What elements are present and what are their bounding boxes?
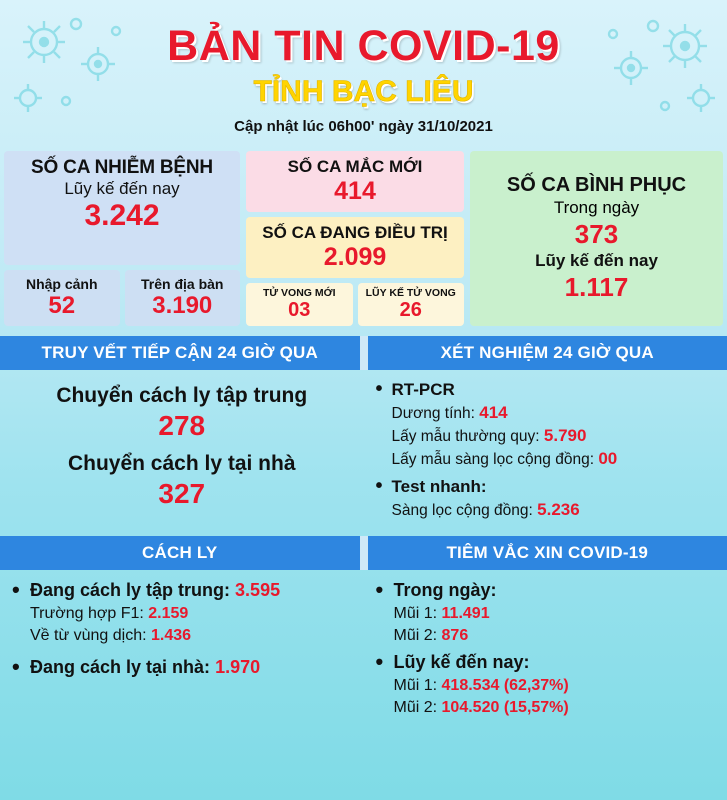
vaccine-total-item [376, 652, 716, 717]
infections-value: 3.242 [84, 199, 160, 232]
rtpcr-screening-line [376, 449, 716, 469]
new-deaths-label: TỬ VONG MỚI [262, 287, 336, 299]
vaccine-today-dose2-label: Mũi 2: [393, 627, 438, 644]
rtpcr-positive-label: Dương tính: [391, 405, 475, 422]
vaccine-total-dose1-line [376, 677, 716, 695]
recovered-column [470, 151, 723, 326]
vaccine-total-label: • Lũy kế đến nay: [376, 652, 716, 673]
section-quarantine-vaccine [0, 570, 727, 728]
vaccine-today-dose1-line [376, 605, 716, 623]
quicktest-line [376, 500, 716, 520]
local-cases-label: Trên địa bàn [141, 276, 224, 292]
province-subtitle: TỈNH BẠC LIÊU [253, 75, 474, 108]
treating-card [246, 217, 464, 278]
quarantine-home-label: Đang cách ly tại nhà: [30, 657, 211, 677]
vaccine-total-dose2-label: Mũi 2: [393, 699, 438, 716]
new-cases-column [246, 151, 464, 326]
new-cases-title: SỐ CA MẮC MỚI [287, 157, 423, 176]
quarantine-centralized-main [12, 580, 352, 601]
vaccine-today-dose2-value: 876 [441, 627, 469, 644]
quarantine-home-value: 1.970 [215, 657, 261, 677]
quarantine-home-main [12, 657, 352, 678]
tracing-centralized-value: 278 [158, 410, 206, 441]
recovered-title: SỐ CA BÌNH PHỤC [506, 174, 687, 196]
total-deaths-value: 26 [399, 299, 422, 321]
vaccine-total-dose2-line [376, 699, 716, 717]
rtpcr-routine-line [376, 426, 716, 446]
infections-subtitle: Lũy kế đến nay [64, 179, 180, 198]
quarantine-f1-line [12, 605, 352, 623]
local-cases-value: 3.190 [152, 292, 213, 319]
quicktest-title: • Test nhanh: [376, 477, 716, 497]
quicktest-value: 5.236 [537, 500, 580, 519]
rtpcr-routine-value: 5.790 [543, 426, 587, 445]
new-cases-card [246, 151, 464, 212]
entry-cases-value: 52 [48, 292, 76, 319]
recovered-total-value: 1.117 [564, 272, 629, 302]
quarantine-f1-label: Trường hợp F1: [30, 605, 144, 622]
quarantine-epidemic-line [12, 627, 352, 645]
quicktest-label: Sàng lọc cộng đồng: [391, 502, 533, 519]
local-cases-card [125, 270, 241, 326]
section-bar-divider [360, 336, 368, 370]
treating-value: 2.099 [323, 243, 387, 271]
tracing-panel [0, 370, 364, 526]
quarantine-epidemic-value: 1.436 [151, 627, 192, 644]
new-cases-value: 414 [334, 177, 376, 205]
total-deaths-card [358, 283, 465, 326]
total-deaths-label: LŨY KẾ TỬ VONG [365, 287, 456, 299]
infections-column [4, 151, 240, 326]
testing-list [376, 380, 716, 520]
treating-title: SỐ CA ĐANG ĐIỀU TRỊ [262, 223, 448, 242]
testing-panel [364, 370, 727, 526]
rtpcr-routine-label: Lấy mẫu thường quy: [391, 428, 540, 445]
infections-card [4, 151, 240, 265]
vaccine-panel [364, 570, 727, 728]
page-header [0, 0, 727, 135]
entry-cases-label: Nhập cảnh [25, 276, 98, 292]
vaccine-today-item [376, 580, 716, 645]
page-title: BẢN TIN COVID-19 [167, 22, 560, 70]
section-title-quarantine: CÁCH LY [142, 543, 218, 562]
quarantine-centralized-label: Đang cách ly tập trung: [30, 580, 231, 600]
vaccine-today-dose1-value: 11.491 [441, 605, 490, 622]
tracing-centralized-label: Chuyển cách ly tập trung [56, 384, 308, 407]
entry-cases-card [4, 270, 120, 326]
section-title-vaccine: TIÊM VẮC XIN COVID-19 [446, 543, 649, 562]
rtpcr-title: • RT-PCR [376, 380, 716, 400]
rtpcr-screening-value: 00 [598, 449, 618, 468]
recovered-day-value: 373 [574, 219, 619, 249]
vaccine-today-dose2-line [376, 627, 716, 645]
section-title-tracing: TRUY VẾT TIẾP CẬN 24 GIỜ QUA [41, 343, 318, 362]
stats-band [4, 151, 723, 326]
recovered-total-label: Lũy kế đến nay [535, 251, 658, 270]
section-bar-quarantine-vaccine [0, 536, 727, 570]
recovered-card [470, 151, 723, 326]
quarantine-epidemic-label: Về từ vùng dịch: [30, 627, 147, 644]
new-deaths-card [246, 283, 353, 326]
new-deaths-value: 03 [288, 299, 311, 321]
infections-breakdown [4, 270, 240, 326]
vaccine-total-dose1-value: 418.534 (62,37%) [441, 677, 569, 694]
section-tracing-testing [0, 370, 727, 526]
tracing-home-label: Chuyển cách ly tại nhà [67, 452, 296, 475]
deaths-row [246, 283, 464, 326]
vaccine-today-dose1-label: Mũi 1: [393, 605, 438, 622]
vaccine-today-label: • Trong ngày: [376, 580, 716, 601]
quarantine-panel [0, 570, 364, 728]
rtpcr-screening-label: Lấy mẫu sàng lọc cộng đồng: [391, 451, 594, 468]
tracing-home-value: 327 [158, 478, 206, 509]
quarantine-centralized-item [12, 580, 352, 645]
recovered-day-label: Trong ngày [553, 198, 640, 217]
vaccine-total-dose2-value: 104.520 (15,57%) [441, 699, 569, 716]
section-bar-tracing-testing [0, 336, 727, 370]
rtpcr-positive-value: 414 [479, 403, 508, 422]
quarantine-home-item [12, 657, 352, 678]
vaccine-total-dose1-label: Mũi 1: [393, 677, 438, 694]
testing-rtpcr-group [376, 380, 716, 469]
infections-title: SỐ CA NHIỄM BỆNH [31, 157, 213, 178]
quarantine-centralized-value: 3.595 [235, 580, 281, 600]
section-bar-divider-2 [360, 536, 368, 570]
testing-quick-group [376, 477, 716, 520]
rtpcr-positive-line [376, 403, 716, 423]
section-title-testing: XÉT NGHIỆM 24 GIỜ QUA [440, 343, 654, 362]
update-timestamp: Cập nhật lúc 06h00' ngày 31/10/2021 [234, 118, 493, 135]
quarantine-f1-value: 2.159 [148, 605, 189, 622]
